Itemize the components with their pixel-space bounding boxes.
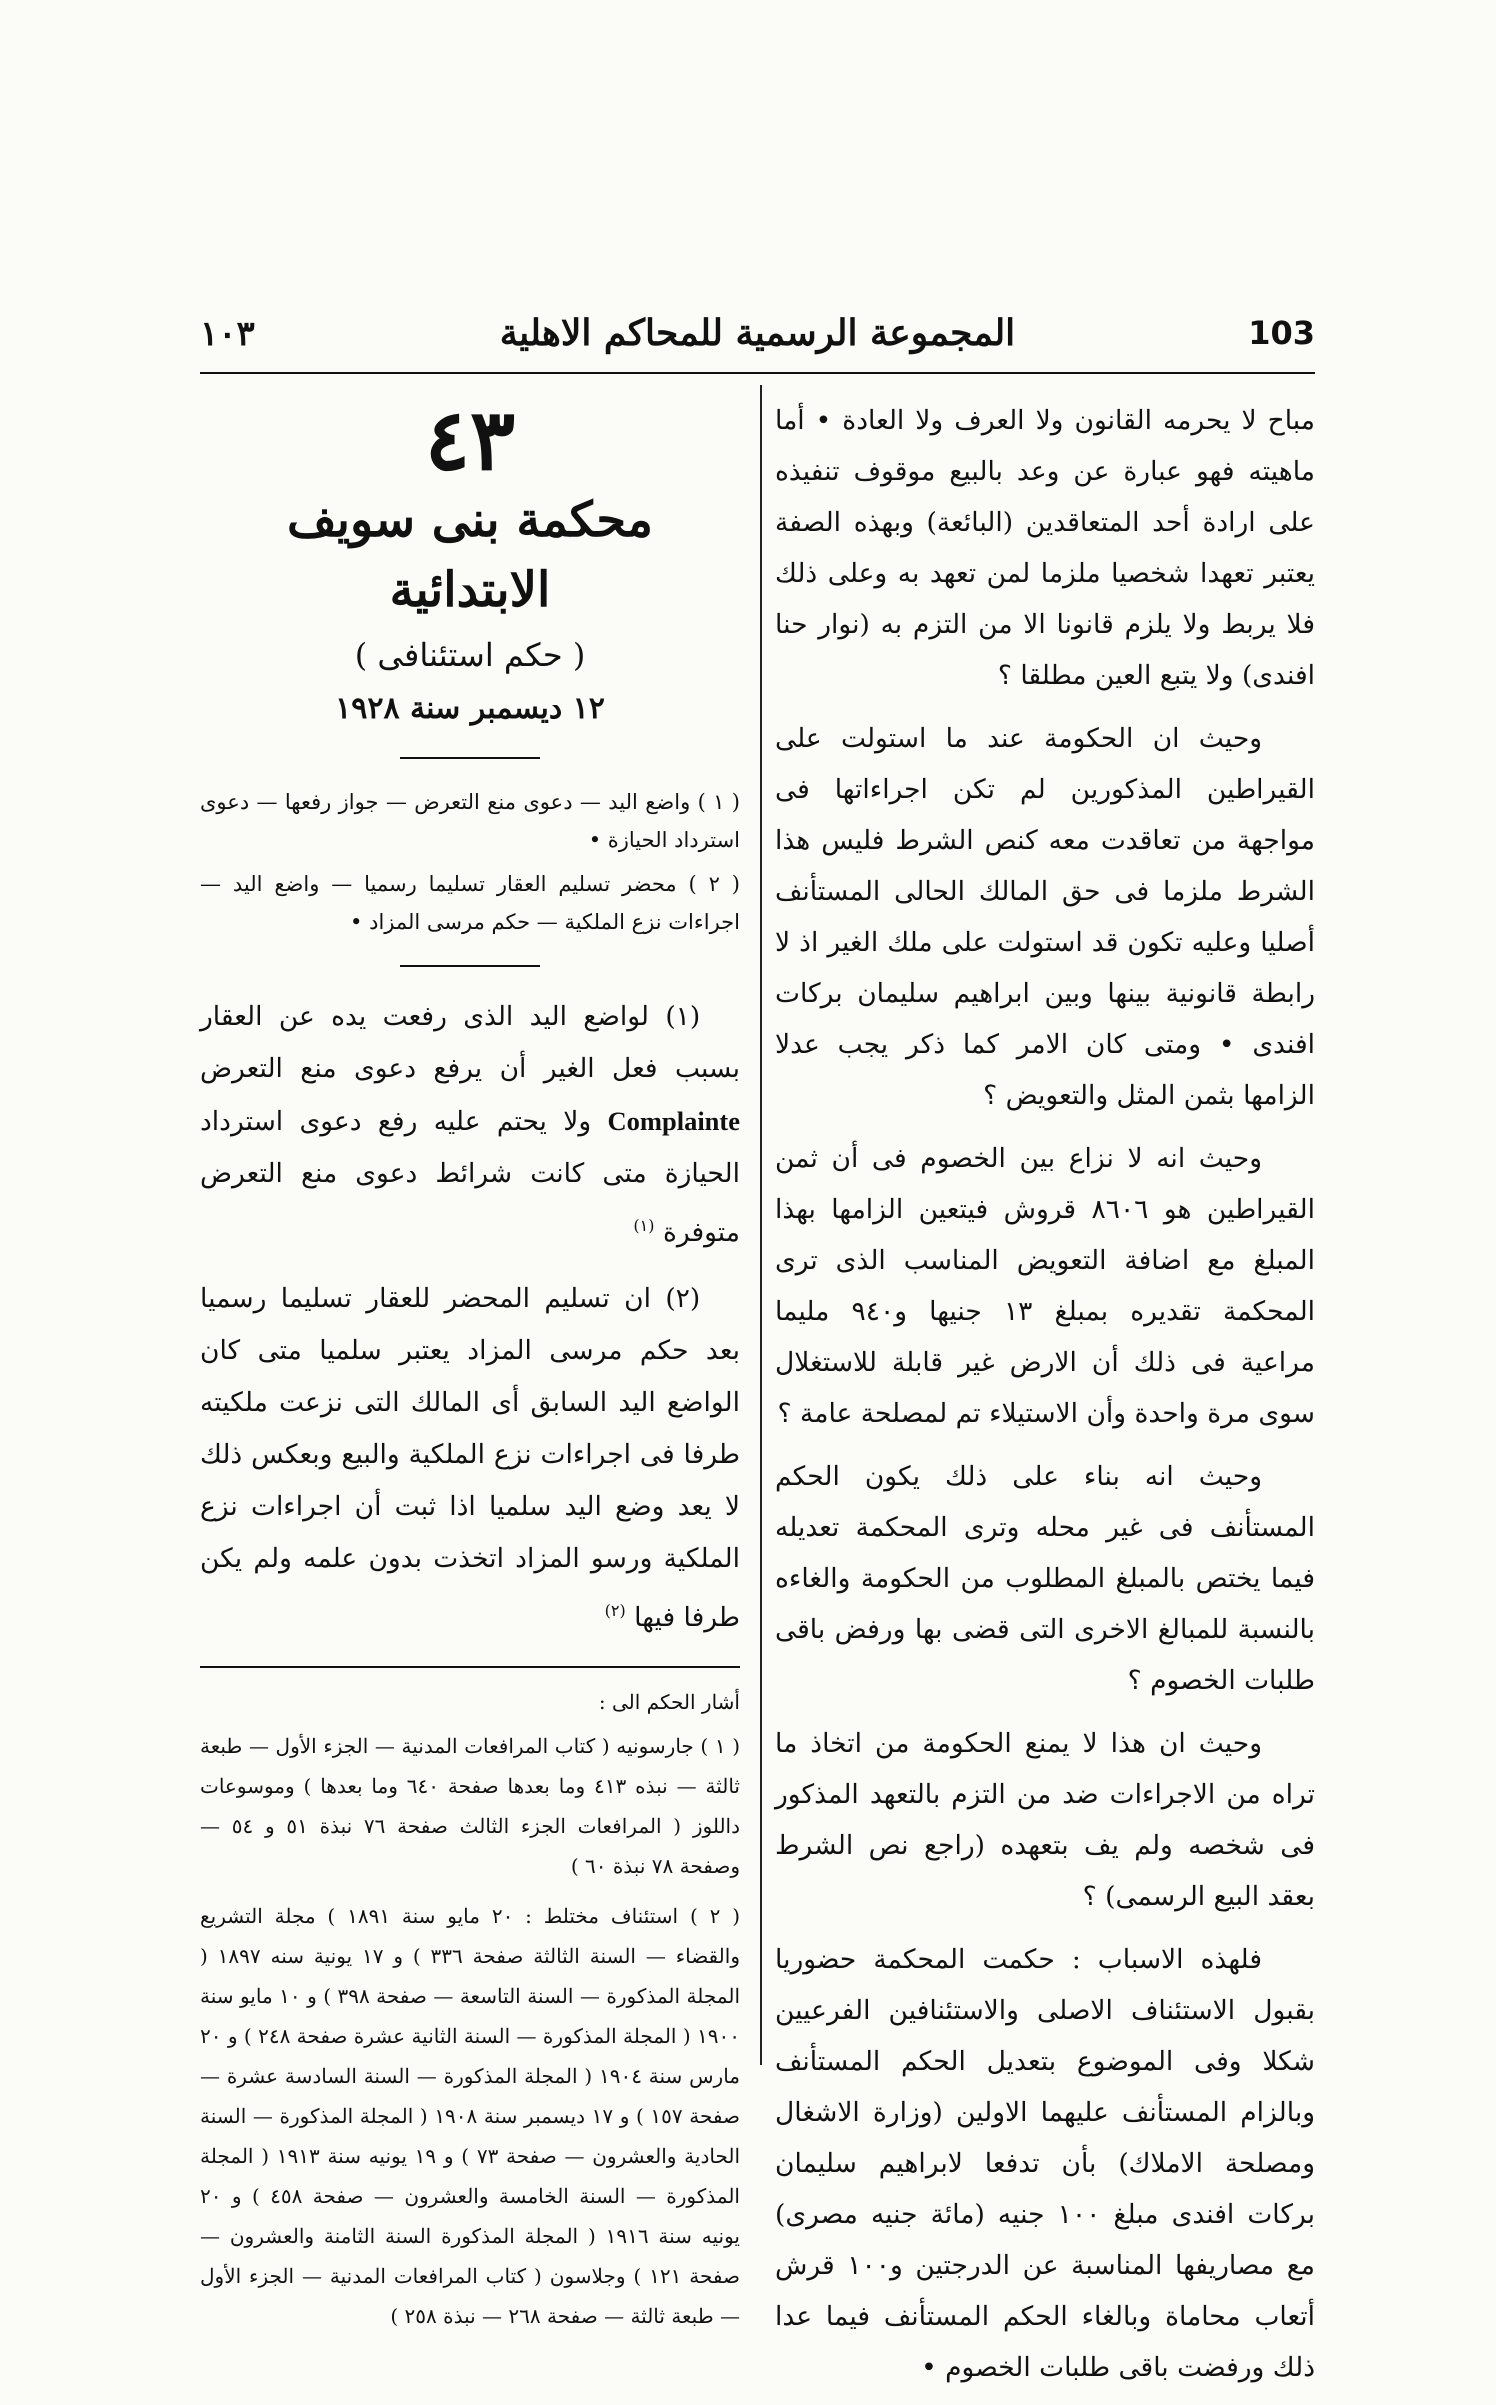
left-column [200, 390, 741, 2346]
principle-1-text-b: ولا يحتم عليه رفع دعوى استرداد الحيازة متى كانت شرائط دعوى منع التعرض متوفرة [200, 1106, 740, 1248]
principle-1 [200, 991, 740, 1259]
footnote-title: أشار الحكم الى : [598, 1689, 740, 1714]
principle-2 [200, 1273, 740, 1644]
paragraph: وحيث انه لا نزاع بين الخصوم فى أن ثمن القيراطين هو ٨٦٠٦ قروش فيتعين الزامها بهذا المبلغ مع اضافة التعويض المناسب الذى ترى المحكمة تقديره بمبلغ ١٣ جنيها و٩٤٠ مليما مراعية فى ذلك أن الارض غير قابلة للاستغلال سوى مرة واحدة وأن الاستيلاء تم لمصلحة عامة ؟ [775, 1143, 1315, 1429]
footnote-2: ( ٢ ) استئناف مختلط : ٢٠ مايو سنة ١٨٩١ ) مجلة التشريع والقضاء — السنة الثالثة صفحة ٣٣٦ ) و ١٧ يونية سنه ١٨٩٧ ( المجلة المذكورة — السنة التاسعة — صفحة ٣٩٨ ) و ١٠ مايو سنة ١٩٠٠ ( المجلة المذكورة — السنة الثانية عشرة صفحة ٢٤٨ ) و ٢٠ مارس سنة ١٩٠٤ ( المجلة المذكورة — السنة السادسة عشرة — صفحة ١٥٧ ) و ١٧ ديسمبر سنة ١٩٠٨ ( المجلة المذكورة — السنة الحادية والعشرون — صفحة ٧٣ ) و ١٩ يونيه سنة ١٩١٣ ( المجلة المذكورة — السنة الخامسة والعشرون — صفحة ٤٥٨ ) و ٢٠ يونيه سنة ١٩١٦ ( المجلة المذكورة السنة الثامنة والعشرون — صفحة ١٢١ ) وجلاسون ( كتاب المرافعات المدنية — الجزء الأول — طبعة ثالثة — صفحة ٢٦٨ — نبذة ٢٥٨ ) [200, 1903, 741, 2328]
column-divider [760, 385, 762, 2065]
legal-principles [200, 991, 740, 1644]
paragraph: مباح لا يحرمه القانون ولا العرف ولا العادة • أما ماهيته فهو عبارة عن وعد بالبيع موقوف تنفيذه على ارادة أحد المتعاقدين (البائعة) وبهذه الصفة يعتبر تعهدا شخصيا ملزما لمن تعهد به وعلى ذلك فلا يربط ولا يلزم قانونا الا من التزم به (نوار حنا افندى) ولا يتبع العين مطلقا ؟ [775, 405, 1315, 691]
ruling-date: ١٢ ديسمبر سنة ١٩٢٨ [335, 691, 605, 726]
keywords-2: ( ٢ ) محضر تسليم العقار تسليما رسميا — واضع اليد — اجراءات نزع الملكية — حكم مرسى المزاد • [200, 872, 741, 934]
right-column [775, 395, 1315, 2405]
page-header [200, 300, 1315, 374]
principle-2-text: (٢) ان تسليم المحضر للعقار تسليما رسميا بعد حكم مرسى المزاد يعتبر سلميا متى كان الواضع اليد السابق أى المالك التى نزعت ملكيته طرفا فى اجراءات نزع الملكية والبيع وبعكس ذلك لا يعد وضع اليد سلميا اذا ثبت أن اجراءات نزع الملكية ورسو المزاد اتخذت بدون علمه ولم يكن طرفا فيها [200, 1282, 740, 1633]
paragraph: وحيث ان هذا لا يمنع الحكومة من اتخاذ ما تراه من الاجراءات ضد من التزم بالتعهد المذكور فى شخصه ولم يف بتعهده (راجع نص الشرط بعقد البيع الرسمى) ؟ [775, 1728, 1315, 1912]
footnote-ref-2: (٢) [604, 1600, 626, 1620]
paragraph: وحيث ان الحكومة عند ما استولت على القيراطين المذكورين لم تكن اجراءاتها فى مواجهة من تعاقدت معه كنص الشرط فليس هذا الشرط ملزما فى حق المالك الحالى المستأنف أصليا وعليه تكون قد استولت على ملك الغير اذ لا رابطة قانونية بينها وبين ابراهيم سليمان بركات افندى • ومتى كان الامر كما ذكر يجب عدلا الزامها بثمن المثل والتعويض ؟ [775, 723, 1315, 1111]
separator [400, 965, 540, 967]
ruling-type: ( حكم استئنافى ) [354, 636, 586, 674]
journal-title: المجموعة الرسمية للمحاكم الاهلية [499, 312, 1016, 354]
page-number-latin: 103 [1248, 314, 1315, 352]
principle-1-latin-term: Complainte [607, 1106, 740, 1136]
footnotes [200, 1666, 740, 2336]
page-number-arabic: ١٠٣ [200, 314, 255, 354]
keywords-1: ( ١ ) واضع اليد — دعوى منع التعرض — جواز رفعها — دعوى استرداد الحيازة • [200, 790, 740, 852]
court-name: محكمة بنى سويف الابتدائية [286, 492, 654, 618]
judgment-paragraph: فلهذه الاسباب : حكمت المحكمة حضوريا بقبول الاستئناف الاصلى والاستئنافين الفرعيين شكلا وفى الموضوع بتعديل الحكم المستأنف وبالزام المستأنف عليهما الاولين (وزارة الاشغال ومصلحة الاملاك) بأن تدفعا لابراهيم سليمان بركات افندى مبلغ ١٠٠ جنيه (مائة جنيه مصرى) مع مصاريفها المناسبة عن الدرجتين و١٠٠ قرش أتعاب محاماة وبالغاء الحكم المستأنف فيما عدا ذلك ورفضت باقى طلبات الخصوم • [775, 1944, 1315, 2383]
footnote-ref-1: (١) [633, 1216, 655, 1235]
paragraph: وحيث انه بناء على ذلك يكون الحكم المستأنف فى غير محله وترى المحكمة تعديله فيما يختص بالمبلغ المطلوب من الحكومة والغاءه بالنسبة للمبالغ الاخرى التى قضى بها ورفض باقى طلبات الخصوم ؟ [775, 1461, 1315, 1696]
case-number: ٤٣ [424, 390, 516, 489]
footnote-1: ( ١ ) جارسونيه ( كتاب المرافعات المدنية — الجزء الأول — طبعة ثالثة — نبذه ٤١٣ وما بعدها صفحة ٦٤٠ وما بعدها ) وموسوعات داللوز ( المرافعات الجزء الثالث صفحة ٧٦ نبذة ٥١ و ٥٤ — وصفحة ٧٨ نبذة ٦٠ ) [200, 1733, 741, 1878]
separator [400, 757, 540, 759]
principle-1-text-a: (١) لواضع اليد الذى رفعت يده عن العقار بسبب فعل الغير أن يرفع دعوى منع التعرض [200, 1001, 740, 1084]
